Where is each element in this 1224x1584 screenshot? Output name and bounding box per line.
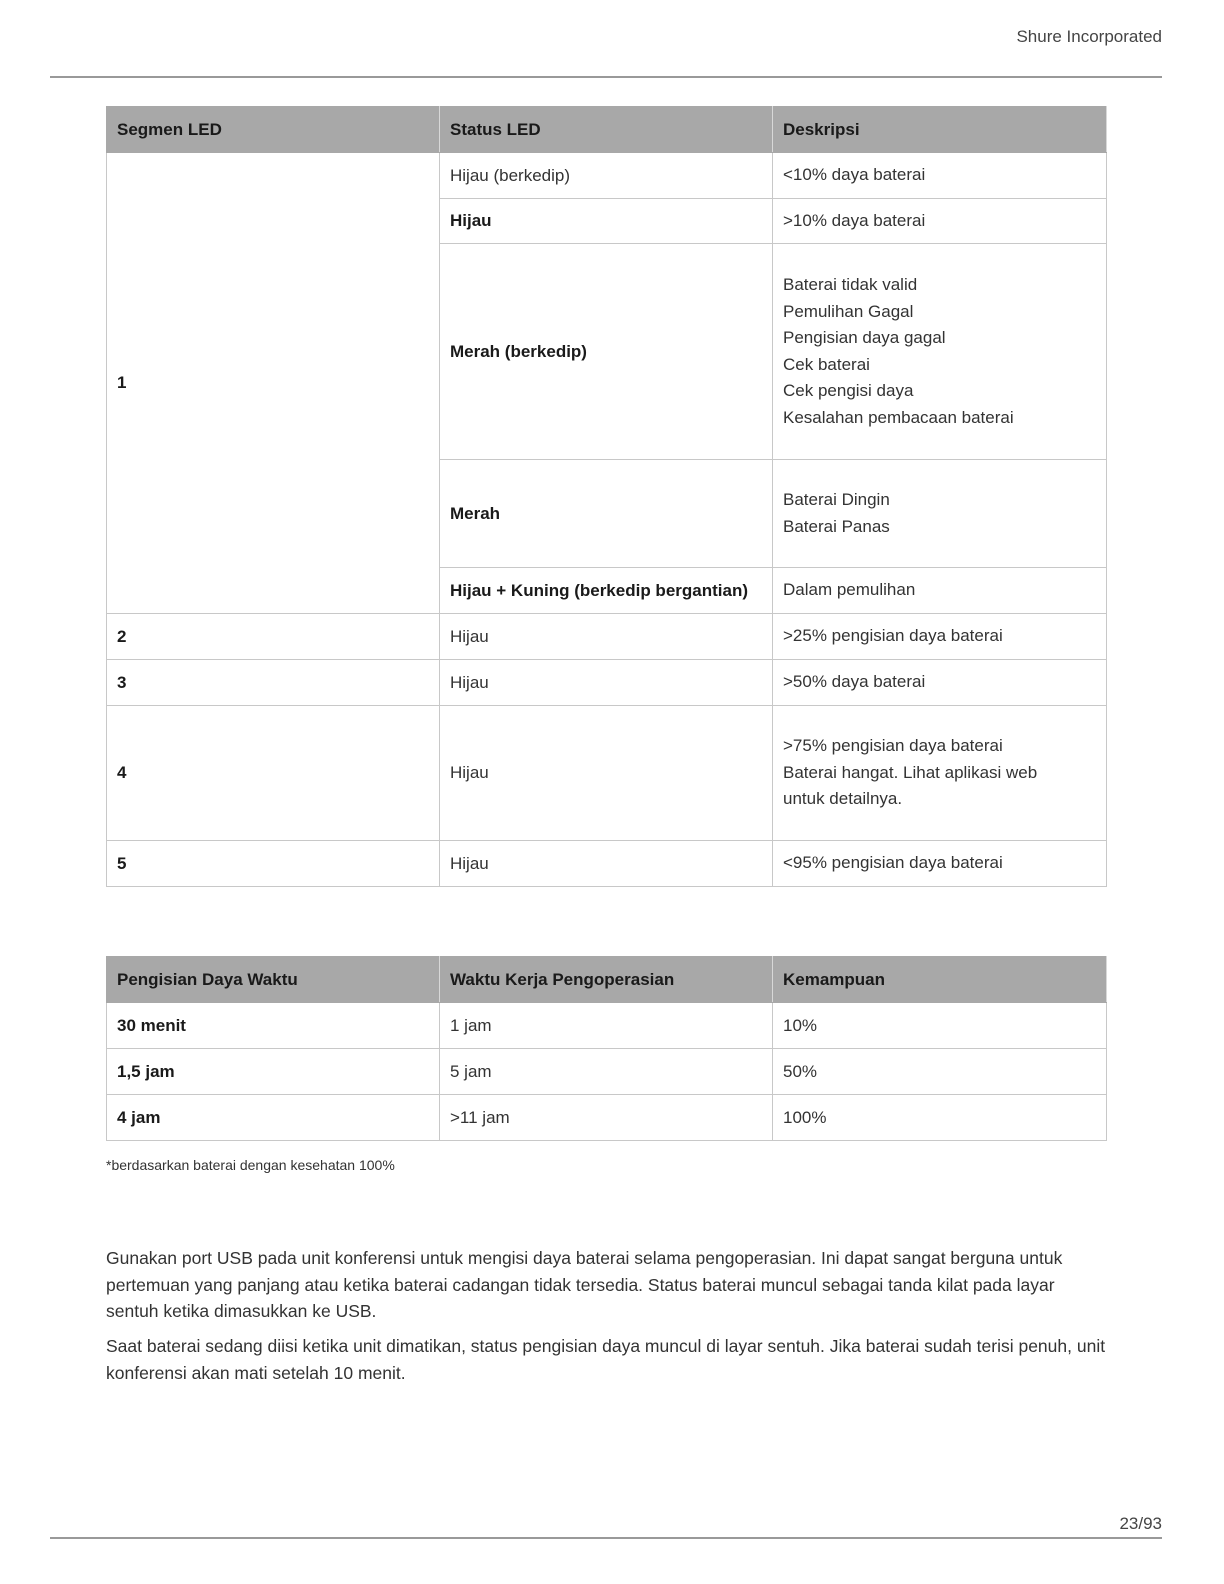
description-line: Pengisian daya gagal — [783, 328, 946, 347]
description-cell — [773, 614, 1107, 660]
table-row — [107, 1095, 1107, 1141]
description-cell — [773, 706, 1107, 841]
description-line: <10% daya baterai — [783, 165, 926, 185]
description-cell — [773, 568, 1107, 614]
table-row — [107, 614, 1107, 660]
description-cell — [773, 199, 1107, 244]
status-cell: Hijau — [440, 706, 773, 841]
status-cell: Hijau — [440, 841, 773, 887]
description-line: Kesalahan pembacaan baterai — [783, 407, 1014, 427]
description-line: >75% pengisian daya baterai — [783, 736, 1003, 756]
status-cell: Hijau (berkedip) — [440, 153, 773, 199]
footer-rule — [50, 1537, 1162, 1539]
table-row — [107, 706, 1107, 841]
table-row — [107, 660, 1107, 706]
column-header: Kemampuan — [773, 957, 1107, 1003]
header-company: Shure Incorporated — [1016, 27, 1162, 46]
description-line: <95% pengisian daya baterai — [783, 853, 1003, 873]
charge-time-cell: 30 menit — [107, 1003, 440, 1049]
runtime-cell: 5 jam — [440, 1049, 773, 1095]
table-row — [107, 1003, 1107, 1049]
runtime-cell: >11 jam — [440, 1095, 773, 1141]
column-header: Segmen LED — [107, 107, 440, 153]
capacity-cell: 50% — [773, 1049, 1107, 1095]
description-line: Baterai hangat. Lihat aplikasi web — [783, 762, 1038, 782]
column-header: Deskripsi — [773, 107, 1107, 153]
status-cell: Hijau + Kuning (berkedip bergantian) — [440, 568, 773, 614]
description-line: Pemulihan Gagal — [783, 301, 914, 321]
table-row — [107, 153, 1107, 199]
table-row — [107, 841, 1107, 887]
description-line: >50% daya baterai — [783, 672, 926, 692]
description-line: >25% pengisian daya baterai — [783, 626, 1003, 646]
status-cell: Hijau — [440, 660, 773, 706]
description-line: Dalam pemulihan — [783, 580, 916, 600]
description-line: Baterai tidak valid — [783, 275, 918, 294]
segment-cell: 4 — [107, 706, 440, 841]
header-rule — [50, 76, 1162, 78]
table-header-row — [107, 107, 1107, 153]
description-line: Cek baterai — [783, 354, 870, 374]
description-cell — [773, 841, 1107, 887]
column-header: Waktu Kerja Pengoperasian — [440, 957, 773, 1003]
segment-cell: 5 — [107, 841, 440, 887]
description-cell — [773, 660, 1107, 706]
charging-time-table — [106, 956, 1107, 1141]
description-line: Baterai Panas — [783, 516, 890, 536]
charge-time-cell: 1,5 jam — [107, 1049, 440, 1095]
status-cell: Hijau — [440, 614, 773, 660]
body-paragraph: Gunakan port USB pada unit konferensi untuk mengisi daya baterai selama pengoperasian. Ini dapat sangat berguna untuk pertemuan yang panjang atau ketika baterai cadangan tidak tersedia. Status baterai muncul sebagai tanda kilat pada layar sentuh ketika dimasukkan ke USB. — [106, 1248, 1063, 1321]
body-paragraph: Saat baterai sedang diisi ketika unit dimatikan, status pengisian daya muncul di layar sentuh. Jika baterai sudah terisi penuh, unit konferensi akan mati setelah 10 menit. — [106, 1336, 1106, 1383]
table-header-row — [107, 957, 1107, 1003]
status-cell: Merah (berkedip) — [440, 244, 773, 460]
status-cell: Merah — [440, 460, 773, 568]
page-number: 23/93 — [1119, 1514, 1162, 1533]
description-line: untuk detailnya. — [783, 789, 903, 809]
runtime-cell: 1 jam — [440, 1003, 773, 1049]
description-cell — [773, 153, 1107, 199]
description-line: Baterai Dingin — [783, 490, 890, 509]
description-cell — [773, 244, 1107, 460]
column-header: Status LED — [440, 107, 773, 153]
segment-cell: 3 — [107, 660, 440, 706]
footnote: *berdasarkan baterai dengan kesehatan 100% — [106, 1157, 395, 1173]
column-header: Pengisian Daya Waktu — [107, 957, 440, 1003]
description-cell — [773, 460, 1107, 568]
segment-cell: 1 — [107, 153, 440, 614]
description-line: >10% daya baterai — [783, 210, 926, 230]
status-cell: Hijau — [440, 199, 773, 244]
led-status-table — [106, 106, 1107, 887]
table-row — [107, 1049, 1107, 1095]
description-line: Cek pengisi daya — [783, 381, 914, 400]
segment-cell: 2 — [107, 614, 440, 660]
charge-time-cell: 4 jam — [107, 1095, 440, 1141]
capacity-cell: 10% — [773, 1003, 1107, 1049]
capacity-cell: 100% — [773, 1095, 1107, 1141]
